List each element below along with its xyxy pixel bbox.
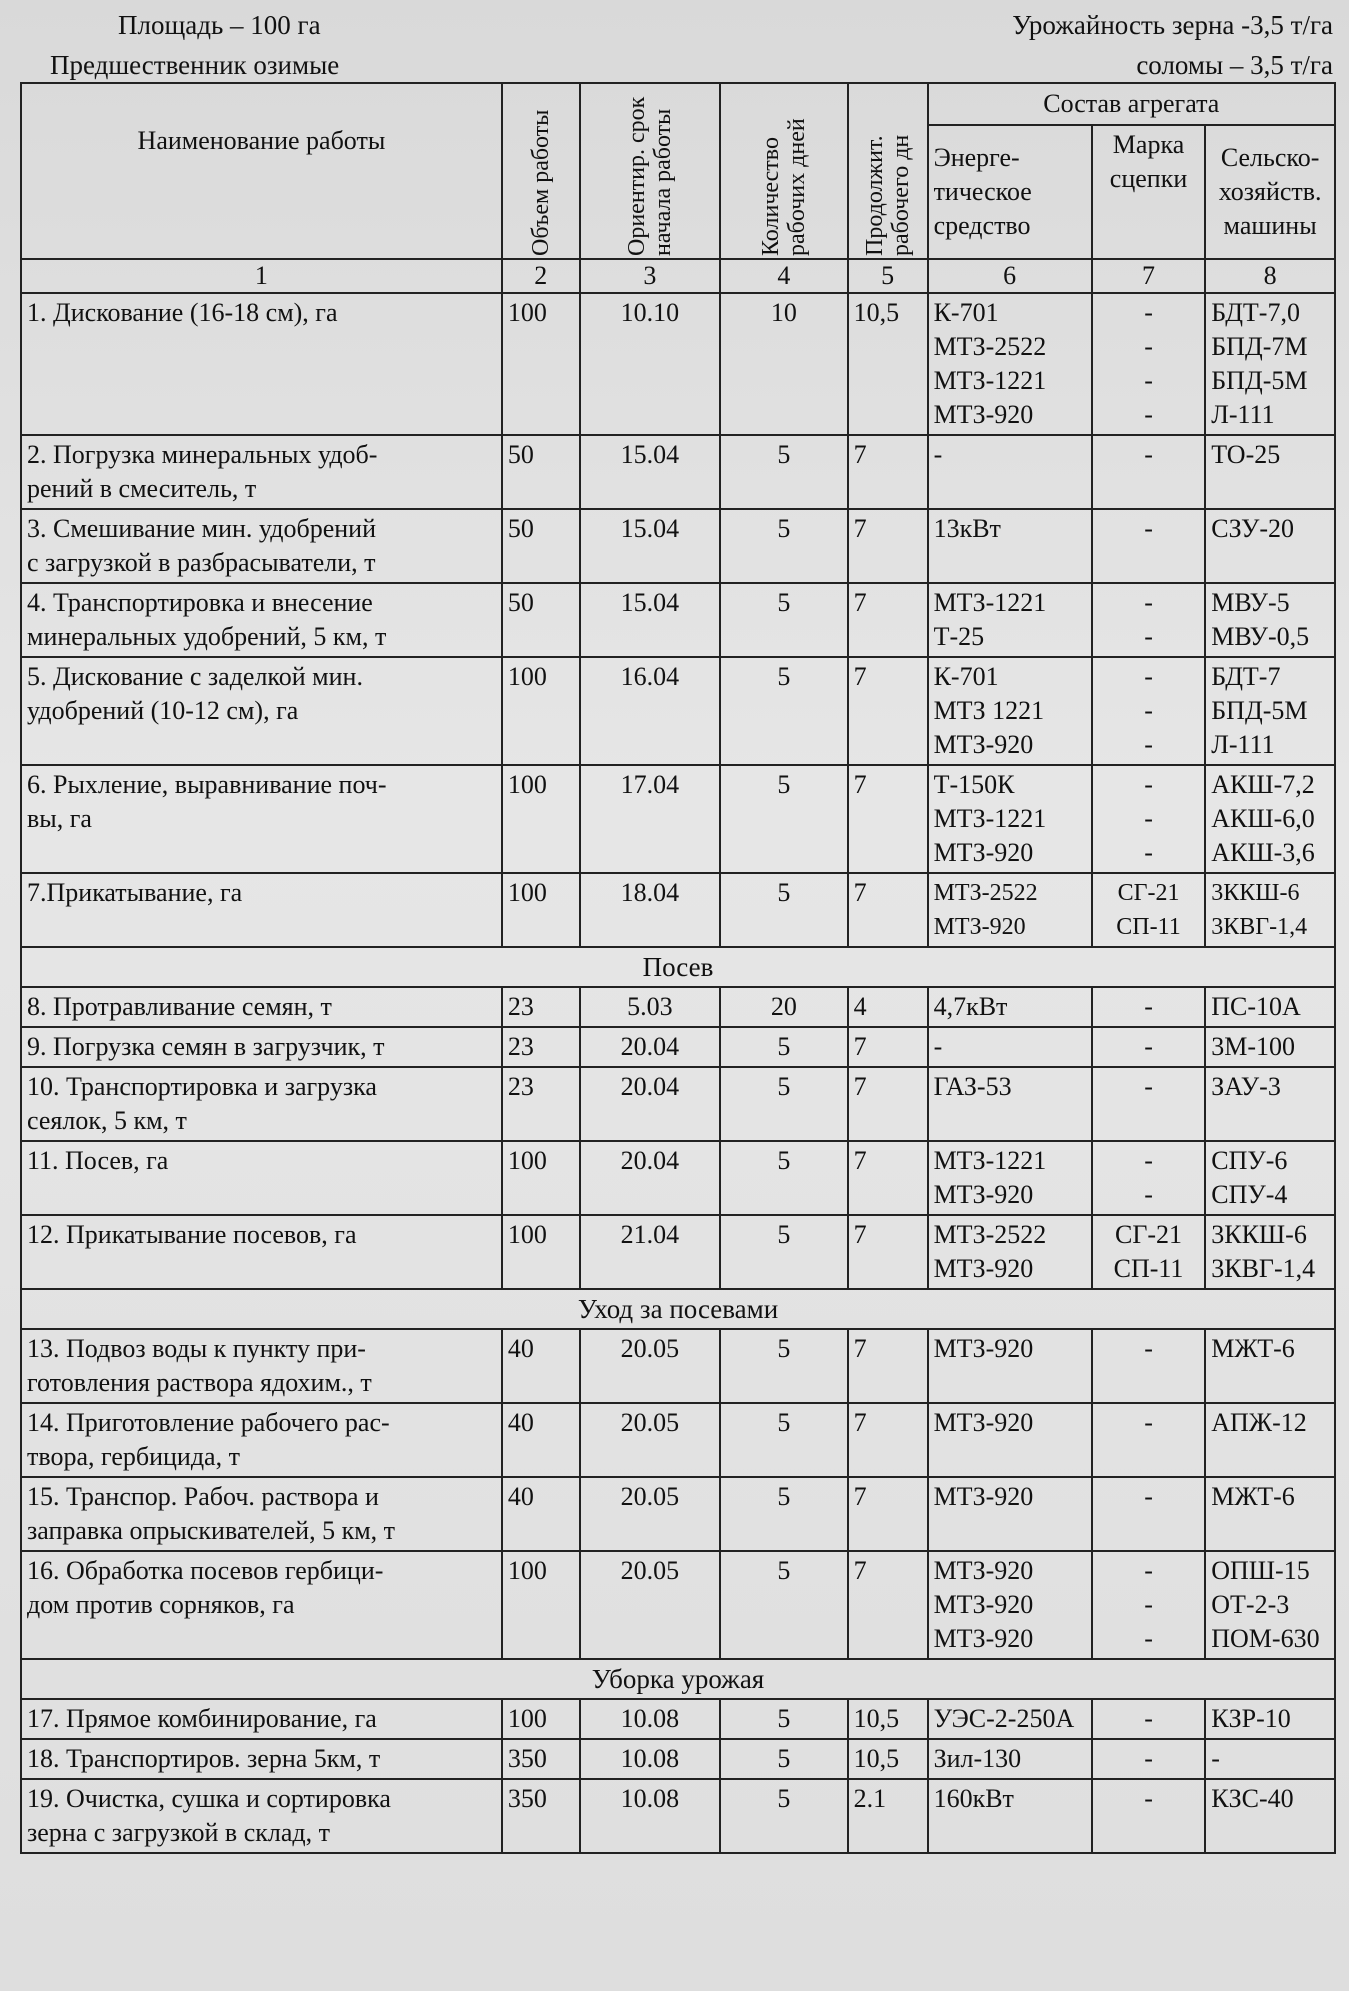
work-day-length: 7: [848, 1215, 928, 1289]
work-name: 1. Дискование (16-18 см), га: [21, 293, 502, 435]
work-day-length: 10,5: [848, 1739, 928, 1779]
table-row: [21, 873, 1335, 947]
work-days: 5: [720, 1477, 848, 1551]
table-row: [21, 657, 1335, 765]
table-row: [21, 1477, 1335, 1551]
work-volume: 23: [502, 987, 580, 1027]
header-machines: Сельско- хозяйств. машины: [1205, 125, 1335, 259]
energy-source: МТЗ-920 МТЗ-920 МТЗ-920: [928, 1551, 1092, 1659]
work-days: 5: [720, 873, 848, 947]
work-name: 9. Погрузка семян в загрузчик, т: [21, 1027, 502, 1067]
work-volume: 350: [502, 1739, 580, 1779]
energy-source: Т-150К МТЗ-1221 МТЗ-920: [928, 765, 1092, 873]
header-volume: Объем работы: [502, 83, 580, 259]
table-row: [21, 1215, 1335, 1289]
hitch-model: -: [1092, 1739, 1205, 1779]
header-hours: Продолжит. рабочего дн: [848, 83, 928, 259]
header-unit: Состав агрегата: [928, 83, 1335, 125]
work-name: 8. Протравливание семян, т: [21, 987, 502, 1027]
work-name: 5. Дискование с заделкой мин. удобрений (10-12 см), га: [21, 657, 502, 765]
energy-source: МТЗ-1221 Т-25: [928, 583, 1092, 657]
farm-machines: МЖТ-6: [1205, 1477, 1335, 1551]
energy-source: Зил-130: [928, 1739, 1092, 1779]
work-start-date: 10.08: [580, 1779, 720, 1853]
work-days: 5: [720, 657, 848, 765]
energy-source: МТЗ-1221 МТЗ-920: [928, 1141, 1092, 1215]
farm-machines: АПЖ-12: [1205, 1403, 1335, 1477]
work-days: 10: [720, 293, 848, 435]
work-volume: 40: [502, 1403, 580, 1477]
work-name: 13. Подвоз воды к пункту при- готовления раствора ядохим., т: [21, 1329, 502, 1403]
work-start-date: 20.04: [580, 1141, 720, 1215]
farm-machines: АКШ-7,2 АКШ-6,0 АКШ-3,6: [1205, 765, 1335, 873]
energy-source: МТЗ-920: [928, 1329, 1092, 1403]
work-volume: 100: [502, 1215, 580, 1289]
work-days: 5: [720, 509, 848, 583]
work-start-date: 10.08: [580, 1699, 720, 1739]
work-volume: 23: [502, 1067, 580, 1141]
work-start-date: 16.04: [580, 657, 720, 765]
field-area: Площадь – 100 га: [118, 10, 321, 40]
table-row: [21, 1027, 1335, 1067]
work-start-date: 20.05: [580, 1477, 720, 1551]
section-row: [21, 1289, 1335, 1329]
header-days: Количество рабочих дней: [720, 83, 848, 259]
farm-machines: ТО-25: [1205, 435, 1335, 509]
work-name: 19. Очистка, сушка и сортировка зерна с загрузкой в склад, т: [21, 1779, 502, 1853]
farm-machines: 3М-100: [1205, 1027, 1335, 1067]
work-days: 5: [720, 435, 848, 509]
work-day-length: 7: [848, 1551, 928, 1659]
table-row: [21, 1739, 1335, 1779]
farm-machines: МЖТ-6: [1205, 1329, 1335, 1403]
work-days: 5: [720, 1779, 848, 1853]
header-energy: Энерге- тическое средство: [928, 125, 1092, 259]
work-volume: 50: [502, 435, 580, 509]
energy-source: 160кВт: [928, 1779, 1092, 1853]
energy-source: К-701 МТЗ-2522 МТЗ-1221 МТЗ-920: [928, 293, 1092, 435]
work-start-date: 20.04: [580, 1067, 720, 1141]
header-hitch: Марка сцепки: [1092, 125, 1205, 259]
table-row: [21, 1329, 1335, 1403]
farm-machines: БДТ-7 БПД-5М Л-111: [1205, 657, 1335, 765]
energy-source: УЭС-2-250А: [928, 1699, 1092, 1739]
hitch-model: -: [1092, 435, 1205, 509]
farm-machines: СЗУ-20: [1205, 509, 1335, 583]
hitch-model: -: [1092, 1403, 1205, 1477]
hitch-model: -: [1092, 1699, 1205, 1739]
work-days: 5: [720, 1739, 848, 1779]
hitch-model: - - -: [1092, 657, 1205, 765]
table-row: [21, 1779, 1335, 1853]
work-volume: 100: [502, 293, 580, 435]
work-start-date: 20.05: [580, 1551, 720, 1659]
work-volume: 50: [502, 509, 580, 583]
energy-source: МТЗ-2522 МТЗ-920: [928, 1215, 1092, 1289]
work-days: 5: [720, 1403, 848, 1477]
farm-machines: 3ККШ-6 3КВГ-1,4: [1205, 1215, 1335, 1289]
work-days: 5: [720, 765, 848, 873]
work-start-date: 20.04: [580, 1027, 720, 1067]
hitch-model: - - - -: [1092, 293, 1205, 435]
work-day-length: 2.1: [848, 1779, 928, 1853]
work-start-date: 10.08: [580, 1739, 720, 1779]
work-day-length: 7: [848, 583, 928, 657]
hitch-model: -: [1092, 987, 1205, 1027]
work-name: 7.Прикатывание, га: [21, 873, 502, 947]
energy-source: К-701 МТЗ 1221 МТЗ-920: [928, 657, 1092, 765]
section-title: Уход за посевами: [21, 1289, 1335, 1329]
column-numbers: [21, 259, 1335, 293]
table-row: [21, 987, 1335, 1027]
col-number: 8: [1205, 259, 1335, 293]
table-row: [21, 1551, 1335, 1659]
farm-machines: 3ККШ-6 3КВГ-1,4: [1205, 873, 1335, 947]
col-number: 1: [21, 259, 502, 293]
grain-yield: Урожайность зерна -3,5 т/га: [1012, 10, 1333, 40]
work-volume: 50: [502, 583, 580, 657]
section-title: Уборка урожая: [21, 1659, 1335, 1699]
farm-machines: СПУ-6 СПУ-4: [1205, 1141, 1335, 1215]
work-start-date: 21.04: [580, 1215, 720, 1289]
farm-machines: БДТ-7,0 БПД-7М БПД-5М Л-111: [1205, 293, 1335, 435]
hitch-model: СГ-21 СП-11: [1092, 1215, 1205, 1289]
work-volume: 100: [502, 1551, 580, 1659]
work-volume: 40: [502, 1477, 580, 1551]
work-volume: 350: [502, 1779, 580, 1853]
work-days: 5: [720, 1215, 848, 1289]
table-row: [21, 583, 1335, 657]
hitch-model: СГ-21 СП-11: [1092, 873, 1205, 947]
work-day-length: 10,5: [848, 293, 928, 435]
work-days: 5: [720, 1699, 848, 1739]
table-row: [21, 509, 1335, 583]
work-volume: 100: [502, 873, 580, 947]
hitch-model: - - -: [1092, 765, 1205, 873]
hitch-model: -: [1092, 509, 1205, 583]
work-volume: 100: [502, 1141, 580, 1215]
col-number: 5: [848, 259, 928, 293]
work-name: 18. Транспортиров. зерна 5км, т: [21, 1739, 502, 1779]
work-name: 4. Транспортировка и внесение минеральных удобрений, 5 км, т: [21, 583, 502, 657]
work-days: 5: [720, 1027, 848, 1067]
energy-source: -: [928, 1027, 1092, 1067]
work-name: 16. Обработка посевов гербици- дом против сорняков, га: [21, 1551, 502, 1659]
hitch-model: - -: [1092, 583, 1205, 657]
work-day-length: 7: [848, 657, 928, 765]
work-start-date: 15.04: [580, 509, 720, 583]
work-start-date: 15.04: [580, 583, 720, 657]
work-day-length: 7: [848, 1329, 928, 1403]
work-start-date: 18.04: [580, 873, 720, 947]
col-number: 4: [720, 259, 848, 293]
work-name: 17. Прямое комбинирование, га: [21, 1699, 502, 1739]
col-number: 6: [928, 259, 1092, 293]
energy-source: МТЗ-920: [928, 1403, 1092, 1477]
work-day-length: 4: [848, 987, 928, 1027]
hitch-model: - -: [1092, 1141, 1205, 1215]
farm-machines: -: [1205, 1739, 1335, 1779]
work-day-length: 7: [848, 1141, 928, 1215]
work-volume: 100: [502, 657, 580, 765]
work-name: 6. Рыхление, выравнивание поч- вы, га: [21, 765, 502, 873]
table-row: [21, 435, 1335, 509]
farm-machines: ПС-10А: [1205, 987, 1335, 1027]
work-day-length: 7: [848, 1477, 928, 1551]
work-days: 5: [720, 1329, 848, 1403]
col-number: 3: [580, 259, 720, 293]
section-row: [21, 1659, 1335, 1699]
energy-source: ГАЗ-53: [928, 1067, 1092, 1141]
farm-machines: МВУ-5 МВУ-0,5: [1205, 583, 1335, 657]
work-day-length: 7: [848, 765, 928, 873]
section-row: [21, 947, 1335, 987]
work-days: 5: [720, 583, 848, 657]
work-name: 15. Транспор. Рабоч. раствора и заправка опрыскивателей, 5 км, т: [21, 1477, 502, 1551]
energy-source: -: [928, 435, 1092, 509]
work-day-length: 7: [848, 1027, 928, 1067]
farm-machines: ЗАУ-3: [1205, 1067, 1335, 1141]
straw-yield: соломы – 3,5 т/га: [1136, 50, 1333, 80]
work-day-length: 7: [848, 1067, 928, 1141]
section-title: Посев: [21, 947, 1335, 987]
work-day-length: 7: [848, 435, 928, 509]
table-row: [21, 1403, 1335, 1477]
work-days: 20: [720, 987, 848, 1027]
hitch-model: -: [1092, 1067, 1205, 1141]
table-row: [21, 1141, 1335, 1215]
hitch-model: - - -: [1092, 1551, 1205, 1659]
table-row: [21, 1699, 1335, 1739]
work-day-length: 7: [848, 1403, 928, 1477]
predecessor-crop: Предшественник озимые: [50, 50, 340, 80]
farm-machines: КЗС-40: [1205, 1779, 1335, 1853]
work-day-length: 7: [848, 873, 928, 947]
farm-machines: ОПШ-15 ОТ-2-3 ПОМ-630: [1205, 1551, 1335, 1659]
hitch-model: -: [1092, 1477, 1205, 1551]
work-days: 5: [720, 1067, 848, 1141]
work-start-date: 17.04: [580, 765, 720, 873]
work-volume: 100: [502, 765, 580, 873]
work-name: 3. Смешивание мин. удобрений с загрузкой в разбрасыватели, т: [21, 509, 502, 583]
farm-machines: КЗР-10: [1205, 1699, 1335, 1739]
work-volume: 40: [502, 1329, 580, 1403]
header-start: Ориентир. срок начала работы: [580, 83, 720, 259]
energy-source: МТЗ-2522 МТЗ-920: [928, 873, 1092, 947]
work-day-length: 10,5: [848, 1699, 928, 1739]
work-start-date: 15.04: [580, 435, 720, 509]
energy-source: 4,7кВт: [928, 987, 1092, 1027]
hitch-model: -: [1092, 1027, 1205, 1067]
col-number: 7: [1092, 259, 1205, 293]
work-start-date: 20.05: [580, 1403, 720, 1477]
work-name: 14. Приготовление рабочего рас- твора, гербицида, т: [21, 1403, 502, 1477]
energy-source: МТЗ-920: [928, 1477, 1092, 1551]
work-start-date: 20.05: [580, 1329, 720, 1403]
work-volume: 100: [502, 1699, 580, 1739]
table-row: [21, 765, 1335, 873]
work-name: 10. Транспортировка и загрузка сеялок, 5 км, т: [21, 1067, 502, 1141]
col-number: 2: [502, 259, 580, 293]
work-days: 5: [720, 1551, 848, 1659]
work-name: 11. Посев, га: [21, 1141, 502, 1215]
work-start-date: 10.10: [580, 293, 720, 435]
work-rows: [21, 293, 1335, 1853]
work-plan-table: [20, 82, 1336, 1854]
work-volume: 23: [502, 1027, 580, 1067]
table-row: [21, 1067, 1335, 1141]
work-days: 5: [720, 1141, 848, 1215]
work-day-length: 7: [848, 509, 928, 583]
work-start-date: 5.03: [580, 987, 720, 1027]
header-name: Наименование работы: [21, 83, 502, 259]
hitch-model: -: [1092, 1329, 1205, 1403]
work-name: 2. Погрузка минеральных удоб- рений в смеситель, т: [21, 435, 502, 509]
hitch-model: -: [1092, 1779, 1205, 1853]
energy-source: 13кВт: [928, 509, 1092, 583]
table-row: [21, 293, 1335, 435]
work-name: 12. Прикатывание посевов, га: [21, 1215, 502, 1289]
